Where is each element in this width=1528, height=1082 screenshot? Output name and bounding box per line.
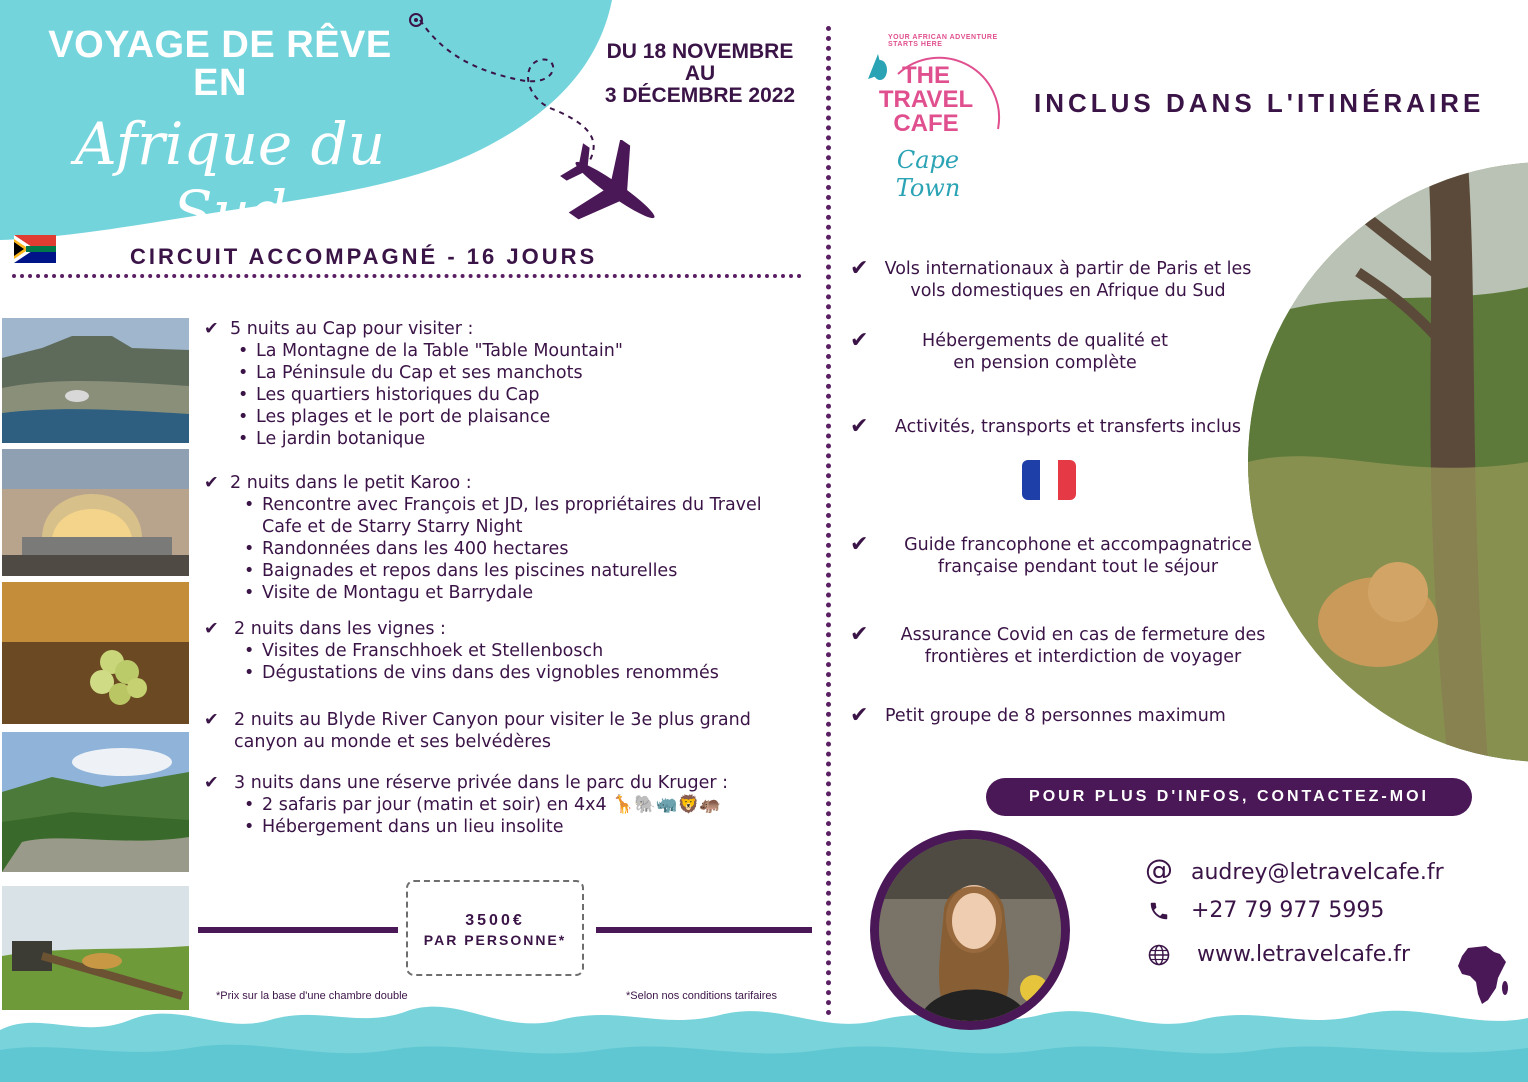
itinerary-item-5 — [204, 772, 804, 838]
vertical-divider — [826, 26, 831, 1016]
logo-the: THE — [902, 62, 950, 89]
france-flag-icon — [1022, 460, 1076, 500]
inclus-text: Petit groupe de 8 personnes maximum — [885, 706, 1226, 726]
check-icon: ✔ — [204, 773, 219, 793]
logo-travel: TRAVEL — [878, 86, 974, 113]
travel-cafe-logo — [858, 34, 1008, 202]
check-icon: ✔ — [204, 710, 219, 730]
list-item: • Le jardin botanique — [236, 428, 804, 450]
price-line-left — [198, 927, 398, 933]
check-icon: ✔ — [850, 703, 869, 728]
list-item: • 2 safaris par jour (matin et soir) en 4x4 🦒🐘🦏🦁🦛 — [242, 794, 804, 816]
dates-line-1: DU 18 NOVEMBRE — [606, 40, 794, 63]
phone-icon — [1134, 898, 1184, 923]
list-item: • Dégustations de vins dans des vignobles renommés — [242, 662, 804, 684]
check-icon: ✔ — [850, 532, 869, 557]
title-line-1: VOYAGE DE RÊVE — [48, 24, 392, 66]
photo-blyde-canyon — [2, 732, 189, 872]
logo-arc-text: YOUR AFRICAN ADVENTURE STARTS HERE — [888, 34, 998, 48]
list-item: • Randonnées dans les 400 hectares — [242, 538, 764, 560]
inclus-text: Guide francophone et accompagnatrice française pendant tout le séjour — [904, 535, 1252, 577]
check-icon: ✔ — [850, 256, 869, 281]
circuit-title: CIRCUIT ACCOMPAGNÉ - 16 JOURS — [130, 244, 598, 269]
website-text[interactable]: www.letravelcafe.fr — [1197, 942, 1411, 967]
inclus-item-1 — [850, 258, 1280, 302]
list-item: • Hébergement dans un lieu insolite — [242, 816, 804, 838]
check-icon: ✔ — [204, 473, 219, 493]
list-item: • La Péninsule du Cap et ses manchots — [236, 362, 804, 384]
title-script: Afrique du Sud — [74, 110, 386, 246]
list-item: • Visite de Montagu et Barrydale — [242, 582, 764, 604]
airplane-icon — [560, 140, 670, 240]
itinerary-item-1 — [204, 318, 804, 450]
inclus-text: Hébergements de qualité et en pension complète — [922, 331, 1168, 373]
check-icon: ✔ — [850, 414, 869, 439]
itinerary-heading: 2 nuits dans les vignes : — [234, 619, 446, 639]
inclus-text: Activités, transports et transferts inclus — [894, 417, 1242, 437]
contact-email[interactable] — [1134, 853, 1444, 886]
inclus-item-6 — [850, 705, 1280, 727]
bottom-wave — [0, 990, 1528, 1082]
itinerary-item-4 — [204, 709, 774, 753]
list-item: • Baignades et repos dans les piscines naturelles — [242, 560, 764, 582]
photo-cape-town — [2, 318, 189, 443]
itinerary-item-3 — [204, 618, 804, 684]
itinerary-item-2 — [204, 472, 764, 604]
price-per: PAR PERSONNE* — [423, 932, 567, 948]
email-text[interactable]: audrey@letravelcafe.fr — [1191, 860, 1444, 885]
inclus-item-4 — [850, 534, 1280, 578]
inclus-title: INCLUS DANS L'ITINÉRAIRE — [1034, 88, 1485, 118]
list-item: • La Montagne de la Table "Table Mountain" — [236, 340, 804, 362]
south-africa-flag-icon — [14, 235, 56, 263]
title-line-2: EN — [193, 62, 247, 104]
photo-karoo-dome — [2, 449, 189, 576]
avatar — [870, 830, 1070, 1030]
footnote-price: *Prix sur la base d'une chambre double — [216, 990, 408, 1002]
contact-phone[interactable] — [1134, 898, 1384, 923]
itinerary-heading: 3 nuits dans une réserve privée dans le parc du Kruger : — [234, 773, 729, 793]
check-icon: ✔ — [204, 619, 219, 639]
check-icon: ✔ — [204, 319, 219, 339]
section-divider — [12, 274, 802, 278]
list-item: • Rencontre avec François et JD, les propriétaires du Travel Cafe et de Starry Starry Night — [242, 494, 764, 538]
logo-cafe: CAFE — [893, 110, 959, 137]
globe-icon — [1134, 942, 1184, 967]
contact-website[interactable] — [1134, 942, 1410, 967]
photo-lion-tree — [1248, 162, 1528, 762]
itinerary-heading: 2 nuits dans le petit Karoo : — [230, 473, 472, 493]
africa-map-icon — [1456, 944, 1510, 1006]
inclus-item-3 — [850, 416, 1280, 438]
inclus-text: Vols internationaux à partir de Paris et les vols domestiques en Afrique du Sud — [884, 259, 1252, 301]
photo-vineyard — [2, 582, 189, 724]
inclus-text: Assurance Covid en cas de fermeture des frontières et interdiction de voyager — [900, 625, 1266, 667]
dates-line-2: AU — [684, 62, 716, 85]
inclus-item-5 — [850, 624, 1280, 668]
phone-text[interactable]: +27 79 977 5995 — [1191, 898, 1385, 923]
at-icon: @ — [1145, 853, 1173, 886]
footnote-conditions: *Selon nos conditions tarifaires — [626, 990, 778, 1002]
price-line-right — [596, 927, 812, 933]
inclus-item-2 — [850, 330, 1280, 374]
dates-line-3: 3 DÉCEMBRE 2022 — [604, 84, 796, 107]
list-item: • Visites de Franschhoek et Stellenbosch — [242, 640, 804, 662]
check-icon: ✔ — [850, 328, 869, 353]
contact-cta: POUR PLUS D'INFOS, CONTACTEZ-MOI — [986, 778, 1472, 816]
itinerary-heading: 5 nuits au Cap pour visiter : — [230, 319, 474, 339]
check-icon: ✔ — [850, 622, 869, 647]
list-item: • Les quartiers historiques du Cap — [236, 384, 804, 406]
logo-city: Cape Town — [895, 146, 961, 202]
itinerary-heading: 2 nuits au Blyde River Canyon pour visiter le 3e plus grand canyon au monde et ses belvédères — [234, 710, 751, 752]
price-box — [406, 880, 584, 976]
price-amount: 3500€ — [465, 912, 525, 929]
list-item: • Les plages et le port de plaisance — [236, 406, 804, 428]
